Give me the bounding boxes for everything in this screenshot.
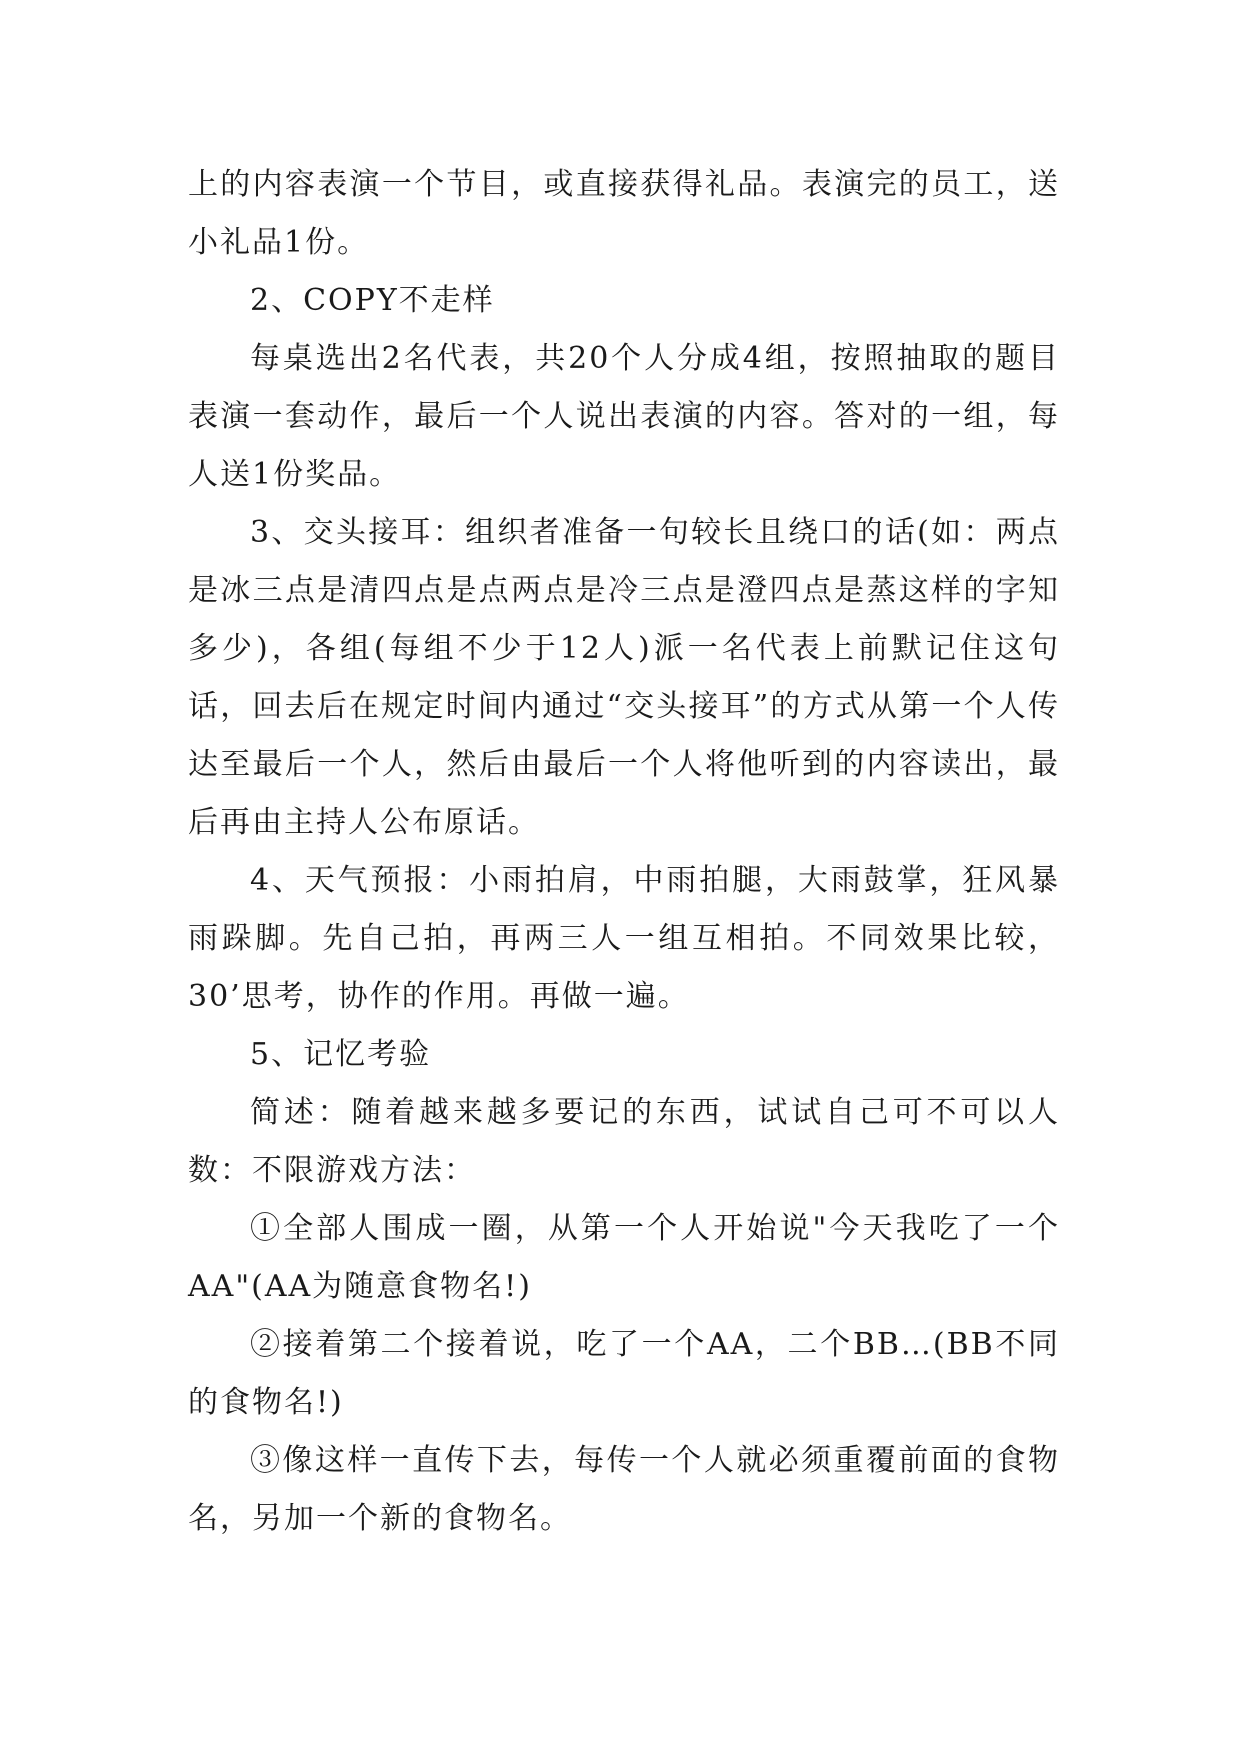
paragraph-section-4: 4、天气预报：小雨拍肩，中雨拍腿，大雨鼓掌，狂风暴雨跺脚。先自己拍，再两三人一组互相拍。不同效果比较，30’思考，协作的作用。再做一遍。: [188, 863, 1060, 1014]
paragraph-section-5-heading: 5、记忆考验: [250, 1037, 432, 1072]
paragraph-continuation: 上的内容表演一个节目，或直接获得礼品。表演完的员工，送小礼品1份。: [188, 167, 1060, 260]
paragraph-step-3: ③像这样一直传下去，每传一个人就必须重覆前面的食物名，另加一个新的食物名。: [188, 1443, 1060, 1536]
paragraph-step-1: ①全部人围成一圈，从第一个人开始说"今天我吃了一个AA"(AA为随意食物名!): [188, 1211, 1060, 1304]
paragraph-section-5-summary: 简述：随着越来越多要记的东西，试试自己可不可以人数：不限游戏方法：: [188, 1095, 1060, 1188]
paragraph-section-2-heading: 2、COPY不走样: [250, 283, 495, 318]
paragraph-section-2-body: 每桌选出2名代表，共20个人分成4组，按照抽取的题目表演一套动作，最后一个人说出表演的内容。答对的一组，每人送1份奖品。: [188, 341, 1060, 492]
paragraph-step-2: ②接着第二个接着说，吃了一个AA，二个BB…(BB不同的食物名!): [188, 1327, 1060, 1420]
document-body: [188, 156, 1060, 1548]
paragraph-section-3: 3、交头接耳：组织者准备一句较长且绕口的话(如：两点是冰三点是清四点是点两点是冷三点是澄四点是蒸这样的字知多少)，各组(每组不少于12人)派一名代表上前默记住这句话，回去后在规定时间内通过“交头接耳”的方式从第一个人传达至最后一个人，然后由最后一个人将他听到的内容读出，最后再由主持人公布原话。: [188, 515, 1060, 840]
